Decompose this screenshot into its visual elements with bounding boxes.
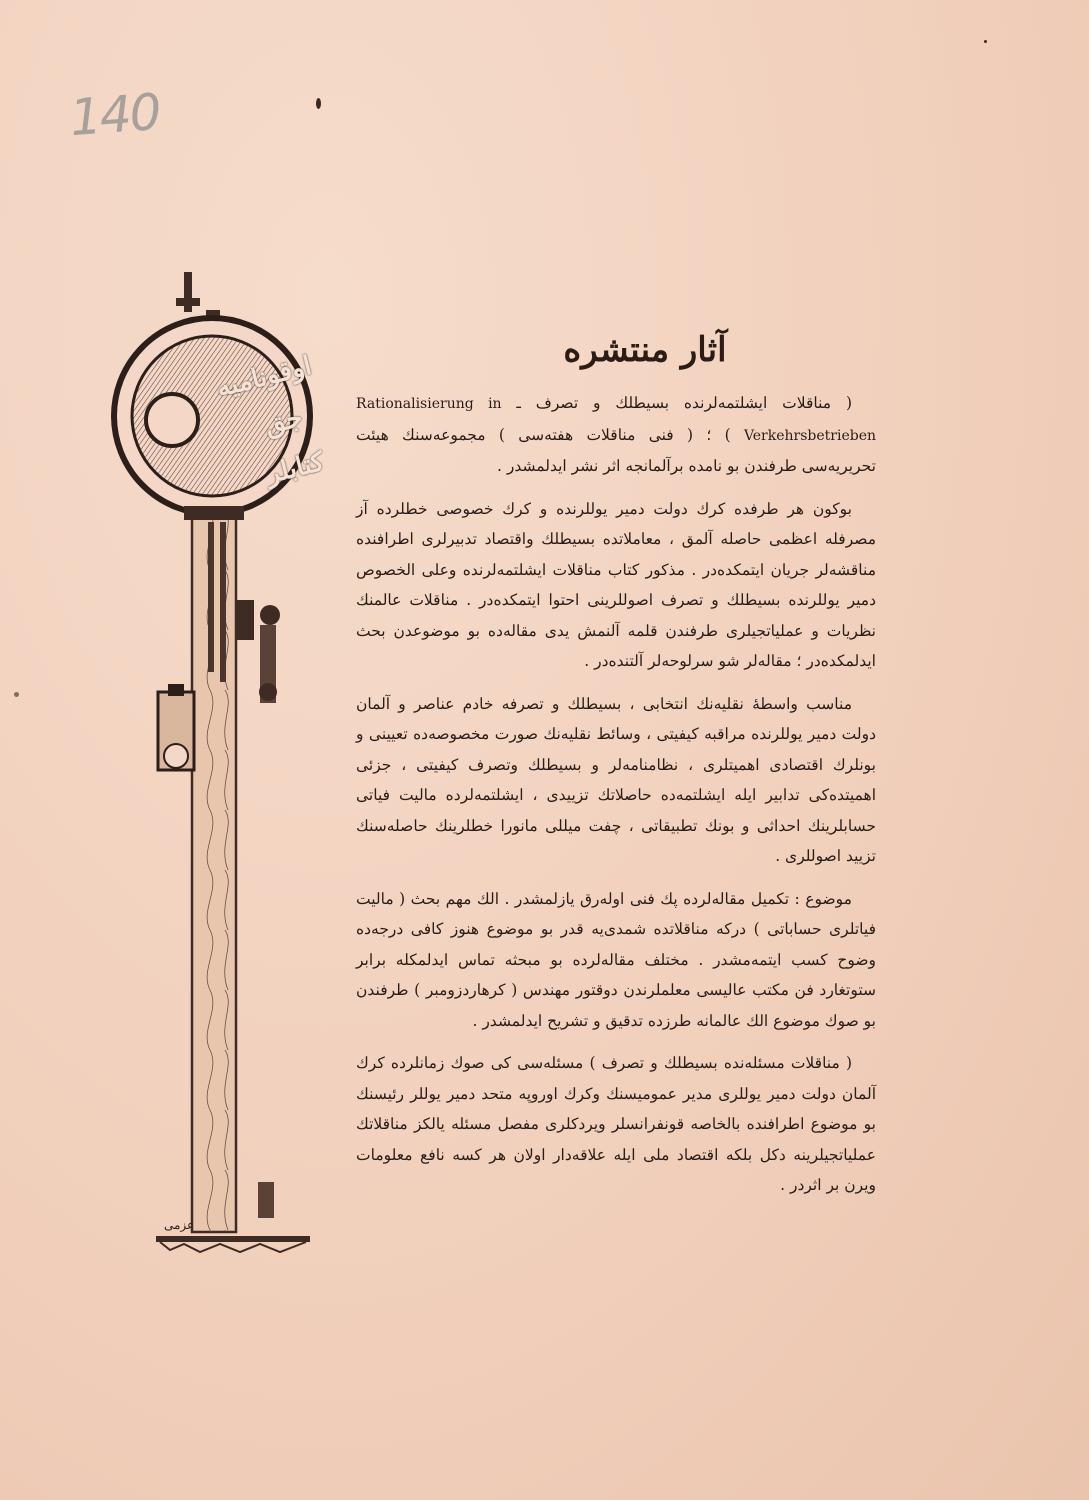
- latin-term: Verkehrsbetrieben: [743, 427, 876, 444]
- page-title: آثار منتشره: [563, 330, 727, 370]
- sign-lettering: اوقونامیه جق كتابلر: [213, 350, 328, 490]
- paragraph: [356, 1048, 876, 1201]
- paragraph-text: موضوع : تكمیل مقاله‌لرده پك فنی اوله‌رق یازلمشدر . الك مهم بحث ( مالیت فیاتلری حساباتی ) دركه مناقلاتده شمدی‌یه قدر بو موضوع هنوز كافی درجه‌ده وضوح كسب ایتمه‌مشدر . مختلف مقاله‌لرده بو مبحثه تماس ایدلمكله برابر ستوتغارد فن مكتب عالیسی معلملرندن دوقتور مهندس ( كرهاردزومبر ) طرفندن بو صوك موضوع الك عالمانه طرزده تدقیق و تشریح ایدلمشدر .: [356, 889, 876, 1030]
- page-number-annotation: 140: [68, 82, 162, 148]
- paragraph-text: بوكون هر طرفده كرك دولت دمیر یوللرنده و كرك خصوصی خطلرده آز مصرفله اعظمی حاصله آلمق ، معاملاتده بسیطلك واقتصاد تدبیرلری اطرافنده مناقشه‌لر جریان ایتمكده‌در . مذكور كتاب مناقلات ایشلتمه‌لرنده وعلی الخصوص دمیر یوللرنده بسیطلك و تصرف اصوللرینی احتوا ایتمكده‌در . مناقلات عالمنك نظریات و عملیاتجیلری طرفندن قلمه آلنمش یدی مقاله‌ده بو موضوعدن بحث ایدلمكده‌در ؛ مقاله‌لر شو سرلوحه‌لر آلتنده‌در .: [356, 499, 876, 670]
- paragraph: [356, 689, 876, 872]
- latin-term: Rationalisierung in: [356, 396, 502, 412]
- paragraph-text: ( مناقلات ایشلتمه‌لرنده بسیطلك و تصرف ـ: [501, 394, 852, 412]
- paragraph-text: ) ؛ ( فنی مناقلات هفته‌سی ) مجموعه‌سنك هیئت تحریریه‌سی طرفندن بو نامده برآلمانجه اثر نشر ایدلمشدر .: [356, 425, 876, 475]
- paragraph: [356, 494, 876, 677]
- ink-speck: [316, 98, 321, 109]
- paragraph: [356, 388, 876, 482]
- signal-post-illustration: [110, 270, 328, 1260]
- paragraph: [356, 884, 876, 1037]
- artist-signature: عزمی: [164, 1218, 195, 1232]
- paragraph-text: مناسب واسطهٔ نقلیه‌نك انتخابی ، بسیطلك و تصرفه خادم عناصر و آلمان دولت دمیر یوللرنده مراقبه كیفیتی ، وسائط نقلیه‌نك صورت مخصوصه‌ده تعیینی و بونلرك اقتصادی اهمیتلری ، نظامنامه‌لر و بسیطلك وتصرف كیفیتی ، جزئی اهمیتده‌كی تدابیر ایله ایشلتمه‌ده حاصلاتك تزییدی ، ایشلتمه‌لرده مالیت فیاتی حسابلرینك احداثی و بونك تطبیقاتی ، چفت میللی مانورا خطلرینك حاصله‌سنك تزیید اصوللری .: [356, 694, 876, 865]
- article-body: [356, 388, 876, 1213]
- ink-speck: [984, 40, 987, 43]
- paragraph-text: ( مناقلات مسئله‌نده بسیطلك و تصرف ) مسئله‌سی كی صوك زمانلرده كرك آلمان دولت دمیر یوللری مدیر عمومیسنك وكرك اوروپه متحد دمیر یوللر رئیسنك بو موضوع اطرافنده بالخاصه قونفرانسلر ویردكلری مفصل مسئله یالكز مناقلاتك عملیاتجیلرینه دكل بلكه اقتصاد ملی ایله علاقه‌دار اولان هر كسه نافع معلومات ویرن بر اثردر .: [356, 1054, 876, 1194]
- ink-speck: [14, 692, 19, 697]
